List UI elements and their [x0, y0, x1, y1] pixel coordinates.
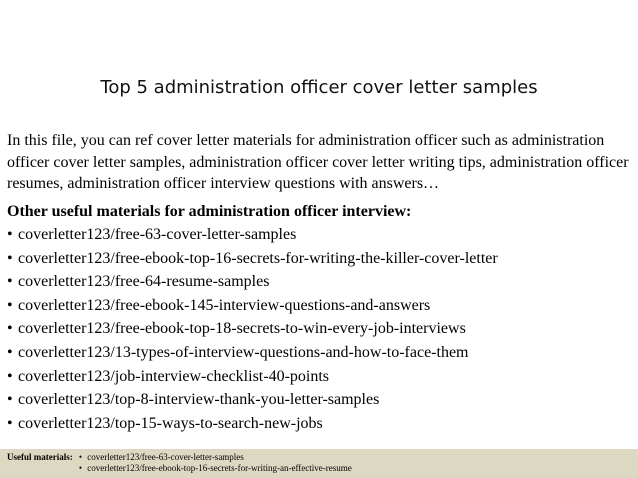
bullet-icon: •	[7, 320, 13, 338]
list-item[interactable]	[7, 365, 633, 389]
bullet-icon: •	[7, 343, 13, 361]
link-text[interactable]: coverletter123/free-ebook-145-interview-questions-and-answers	[18, 296, 431, 314]
bullet-icon: •	[78, 452, 83, 462]
footer-link-text[interactable]: coverletter123/free-63-cover-letter-samples	[87, 452, 244, 462]
footer-label-separator: :	[69, 452, 73, 462]
footer-link-text[interactable]: coverletter123/free-ebook-top-16-secrets-for-writing-an-effective-resume	[87, 463, 352, 473]
footer-label-text: Useful materials	[7, 452, 70, 462]
page-title: Top 5 administration officer cover letter samples	[100, 77, 538, 98]
bullet-icon: •	[7, 391, 13, 409]
footer-item[interactable]	[76, 463, 352, 474]
bullet-icon: •	[7, 226, 13, 243]
link-text[interactable]: coverletter123/free-ebook-top-16-secrets-for-writing-the-killer-cover-letter	[18, 249, 498, 267]
link-text[interactable]: coverletter123/top-8-interview-thank-you-letter-samples	[18, 391, 380, 409]
intro-paragraph: In this file, you can ref cover letter materials for administration officer such as administration officer cover letter samples, administration officer cover letter writing tips, administration officer resumes, administration officer interview questions with answers…	[7, 132, 629, 192]
list-item[interactable]	[7, 317, 633, 341]
link-text[interactable]: coverletter123/top-15-ways-to-search-new-jobs	[18, 414, 323, 432]
bullet-icon: •	[7, 249, 13, 267]
list-item[interactable]	[7, 270, 633, 294]
footer-label	[7, 452, 73, 463]
list-item[interactable]	[7, 341, 633, 365]
bullet-icon: •	[7, 367, 13, 385]
footer-bar	[0, 449, 638, 478]
list-item[interactable]	[7, 247, 633, 271]
materials-list	[7, 223, 633, 435]
bullet-icon: •	[78, 463, 83, 473]
list-item[interactable]	[7, 294, 633, 318]
link-text[interactable]: coverletter123/job-interview-checklist-40-points	[18, 367, 330, 385]
link-text[interactable]: coverletter123/13-types-of-interview-questions-and-how-to-face-them	[18, 343, 469, 361]
footer-item[interactable]	[76, 452, 352, 463]
materials-heading: Other useful materials for administration officer interview:	[7, 203, 412, 220]
footer-list	[76, 452, 352, 474]
bullet-icon: •	[7, 273, 13, 291]
list-item[interactable]	[7, 388, 633, 412]
list-item[interactable]	[7, 412, 633, 436]
link-text[interactable]: coverletter123/free-64-resume-samples	[18, 273, 270, 291]
link-text[interactable]: coverletter123/free-63-cover-letter-samples	[18, 226, 297, 243]
bullet-icon: •	[7, 296, 13, 314]
list-item[interactable]	[7, 223, 633, 247]
bullet-icon: •	[7, 414, 13, 432]
link-text[interactable]: coverletter123/free-ebook-top-18-secrets-to-win-every-job-interviews	[18, 320, 466, 338]
